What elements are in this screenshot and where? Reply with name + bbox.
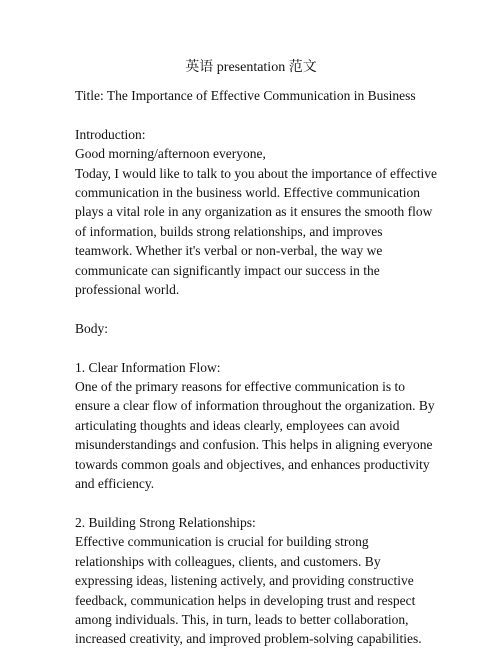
section-line: towards common goals and objectives, and enhances productivity <box>75 456 430 472</box>
section-line: articulating thoughts and ideas clearly, employees can avoid <box>75 417 400 433</box>
document-body <box>75 86 437 649</box>
paragraph-gap <box>75 299 430 318</box>
document-header: 英语 presentation 范文 <box>185 60 317 75</box>
section-line: ensure a clear flow of information throughout the organization. By <box>75 398 435 414</box>
section-line: expressing ideas, listening actively, and providing constructive <box>75 573 414 589</box>
introduction-line: communicate can significantly impact our success in the <box>75 262 380 278</box>
section-line: misunderstandings and confusion. This helps in aligning everyone <box>75 437 433 453</box>
greeting-line: Good morning/afternoon everyone, <box>75 146 266 162</box>
introduction-line: of information, builds strong relationships, and improves <box>75 223 383 239</box>
section-line: One of the primary reasons for effective communication is to <box>75 379 406 395</box>
introduction-line: plays a vital role in any organization as it ensures the smooth flow <box>75 204 433 220</box>
section-line: feedback, communication helps in developing trust and respect <box>75 592 416 608</box>
body-heading: Body: <box>75 320 109 336</box>
introduction-line: professional world. <box>75 282 180 298</box>
paragraph-gap <box>75 493 430 512</box>
introduction-heading: Introduction: <box>75 126 146 142</box>
introduction-line: teamwork. Whether it's verbal or non-verbal, the way we <box>75 243 383 259</box>
paragraph-gap <box>75 105 430 124</box>
paragraph-gap <box>75 338 430 357</box>
section-heading: 2. Building Strong Relationships: <box>75 514 256 530</box>
section-line: and efficiency. <box>75 476 155 492</box>
section-line: increased creativity, and improved problem-solving capabilities. <box>75 631 422 647</box>
section-line: among individuals. This, in turn, leads to better collaboration, <box>75 611 409 627</box>
section-heading: 1. Clear Information Flow: <box>75 359 221 375</box>
section-line: relationships with colleagues, clients, and customers. By <box>75 553 381 569</box>
introduction-line: communication in the business world. Effective communication <box>75 185 421 201</box>
introduction-line: Today, I would like to talk to you about the importance of effective <box>75 165 437 181</box>
title-line: Title: The Importance of Effective Communication in Business <box>75 88 416 103</box>
section-line: Effective communication is crucial for building strong <box>75 534 369 550</box>
